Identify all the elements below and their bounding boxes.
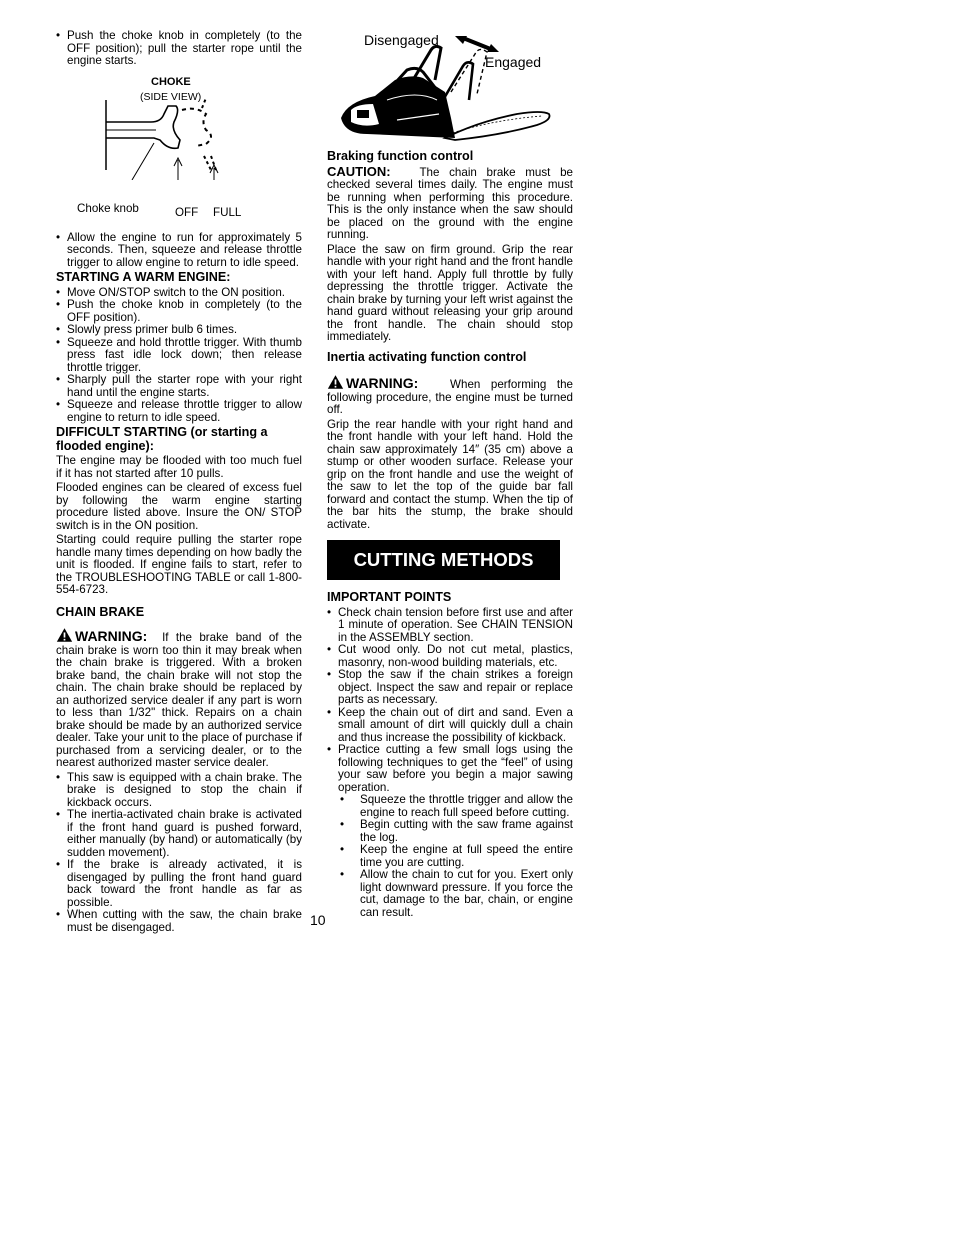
warning-label: WARNING: [346, 375, 419, 391]
list-item: • Practice cutting a few small logs using the following techniques to get the “feel” of using your saw before you begin a major sawing operation. [327, 744, 573, 794]
list-item: • Keep the chain out of dirt and sand. Even a small amount of dirt will quickly dull a chain and thus increase the possibility of kickback. [327, 707, 573, 745]
difficult-starting-heading: DIFFICULT STARTING (or starting a flooded engine): [56, 425, 268, 453]
choke-figure-title: CHOKE [151, 75, 191, 88]
allow-run-list [56, 232, 302, 270]
choke-knob-illustration [56, 70, 302, 180]
warm-engine-steps [56, 287, 302, 425]
list-item: • The inertia-activated chain brake is activated if the front hand guard is pushed forward, either manually (by hand) or automatically (by sudden movement). [56, 809, 302, 859]
list-item: • Move ON/STOP switch to the ON position. [56, 287, 302, 300]
chain-brake-warning [56, 627, 302, 770]
list-item: • Squeeze the throttle trigger and allow the engine to reach full speed before cutting. [338, 794, 573, 819]
left-column [56, 30, 302, 934]
caution-paragraph [327, 163, 573, 242]
disengaged-label: Disengaged [364, 32, 439, 48]
chain-brake-points [56, 772, 302, 935]
warning-text: If the brake band of the chain brake is worn too thin it may break when the chain brake is triggered. With a broken brake band, the chain brake will not stop the chain. The chain brake should be replaced by an authorized service dealer if any part is worn to less than 1/32" thick. Repairs on a chain brake should be made by an authorized service dealer. Take your unit to the place of purchase if purchased from a servicing dealer, or to the nearest authorized master service dealer. [56, 631, 302, 769]
important-points-list [327, 607, 573, 795]
list-item: • Squeeze and release throttle trigger to allow engine to return to idle speed. [56, 399, 302, 424]
list-item: • Begin cutting with the saw frame against the log. [338, 819, 573, 844]
chain-saw-diagram [327, 30, 573, 148]
list-item: • Slowly press primer bulb 6 times. [56, 324, 302, 337]
list-item: • Allow the engine to run for approximately 5 seconds. Then, squeeze and release throttle trigger to allow engine to return to idle speed. [56, 232, 302, 270]
paragraph: Starting could require pulling the starter rope handle many times depending on how badly the unit is flooded. If engine fails to start, refer to the TROUBLESHOOTING TABLE or call 1-800-554-6723. [56, 533, 302, 596]
paragraph: The engine may be flooded with too much fuel if it has not started after 10 pulls. [56, 454, 302, 480]
choke-knob-label: Choke knob [77, 201, 139, 215]
section-banner: CUTTING METHODS [327, 540, 560, 580]
list-item: • Squeeze and hold throttle trigger. With thumb press fast idle lock down; then release throttle trigger. [56, 337, 302, 375]
choke-diagram [56, 70, 302, 219]
choke-full-label: FULL [213, 205, 242, 219]
caution-label: CAUTION: [327, 163, 391, 179]
list-item: • Push the choke knob in completely (to the OFF position). [56, 299, 302, 324]
paragraph: Flooded engines can be cleared of excess fuel by following the warm engine starting procedure listed above. Insure the ON/ STOP switch is in the ON position. [56, 481, 302, 532]
right-column [327, 30, 573, 919]
warning-icon [327, 374, 344, 390]
choke-off-label: OFF [175, 205, 199, 219]
paragraph: Place the saw on firm ground. Grip the rear handle with your right hand and the front handle with your left hand. Apply full throttle by fully depressing the throttle trigger. Activate the chain brake by turning your left wrist against the hand guard without releasing your grip around the front handle. The chain should stop immediately. [327, 242, 573, 343]
engaged-label: Engaged [485, 54, 542, 70]
paragraph: Grip the rear handle with your right hand and the front handle with your left hand. Hold the chain saw approximately 14″ (35 cm) above a stump or other wooden surface. Release your grip on the front handle and use the weight of the saw to let the top of the guide bar fall forward and contact the stump. When the tip of the bar hits the stump, the brake should activate. [327, 417, 573, 531]
technique-points-list [338, 794, 573, 919]
chain-saw-illustration [327, 30, 573, 148]
chain-brake-heading: CHAIN BRAKE [56, 604, 145, 619]
warning-label: WARNING: [75, 628, 148, 644]
page-number: 10 [310, 912, 326, 928]
choke-intro-list [56, 30, 302, 68]
list-item: • Stop the saw if the chain strikes a foreign object. Inspect the saw and repair or replace parts as necessary. [327, 669, 573, 707]
list-item: • Cut wood only. Do not cut metal, plastics, masonry, non-wood building materials, etc. [327, 644, 573, 669]
inertia-function-heading: Inertia activating function control [327, 349, 527, 364]
inertia-warning [327, 374, 573, 417]
list-item: • Keep the engine at full speed the entire time you are cutting. [338, 844, 573, 869]
warm-engine-heading: STARTING A WARM ENGINE: [56, 270, 231, 284]
list-item: • When cutting with the saw, the chain brake must be disengaged. [56, 909, 302, 934]
list-item: • This saw is equipped with a chain brake. The brake is designed to stop the chain if kickback occurs. [56, 772, 302, 810]
braking-function-heading: Braking function control [327, 149, 474, 163]
list-item: • Allow the chain to cut for you. Exert only light downward pressure. If you force the cut, damage to the bar, chain, or engine can result. [338, 869, 573, 919]
important-points-heading: IMPORTANT POINTS [327, 590, 452, 604]
list-item: • If the brake is already activated, it is disengaged by pulling the front hand guard back toward the front handle as far as possible. [56, 859, 302, 909]
warning-icon [56, 627, 73, 643]
list-item: • Push the choke knob in completely (to the OFF position); pull the starter rope until the engine starts. [56, 30, 302, 68]
caution-text: The chain brake must be checked several times daily. The engine must be running when performing this procedure. This is the only instance when the saw should be placed on the ground with the engine running. [327, 165, 573, 241]
warning-text: When performing the following procedure, the engine must be turned off. [327, 378, 574, 416]
choke-figure-subtitle: (SIDE VIEW) [140, 90, 202, 103]
list-item: • Check chain tension before first use and after 1 minute of operation. See CHAIN TENSION in the ASSEMBLY section. [327, 607, 573, 645]
list-item: • Sharply pull the starter rope with your right hand until the engine starts. [56, 374, 302, 399]
